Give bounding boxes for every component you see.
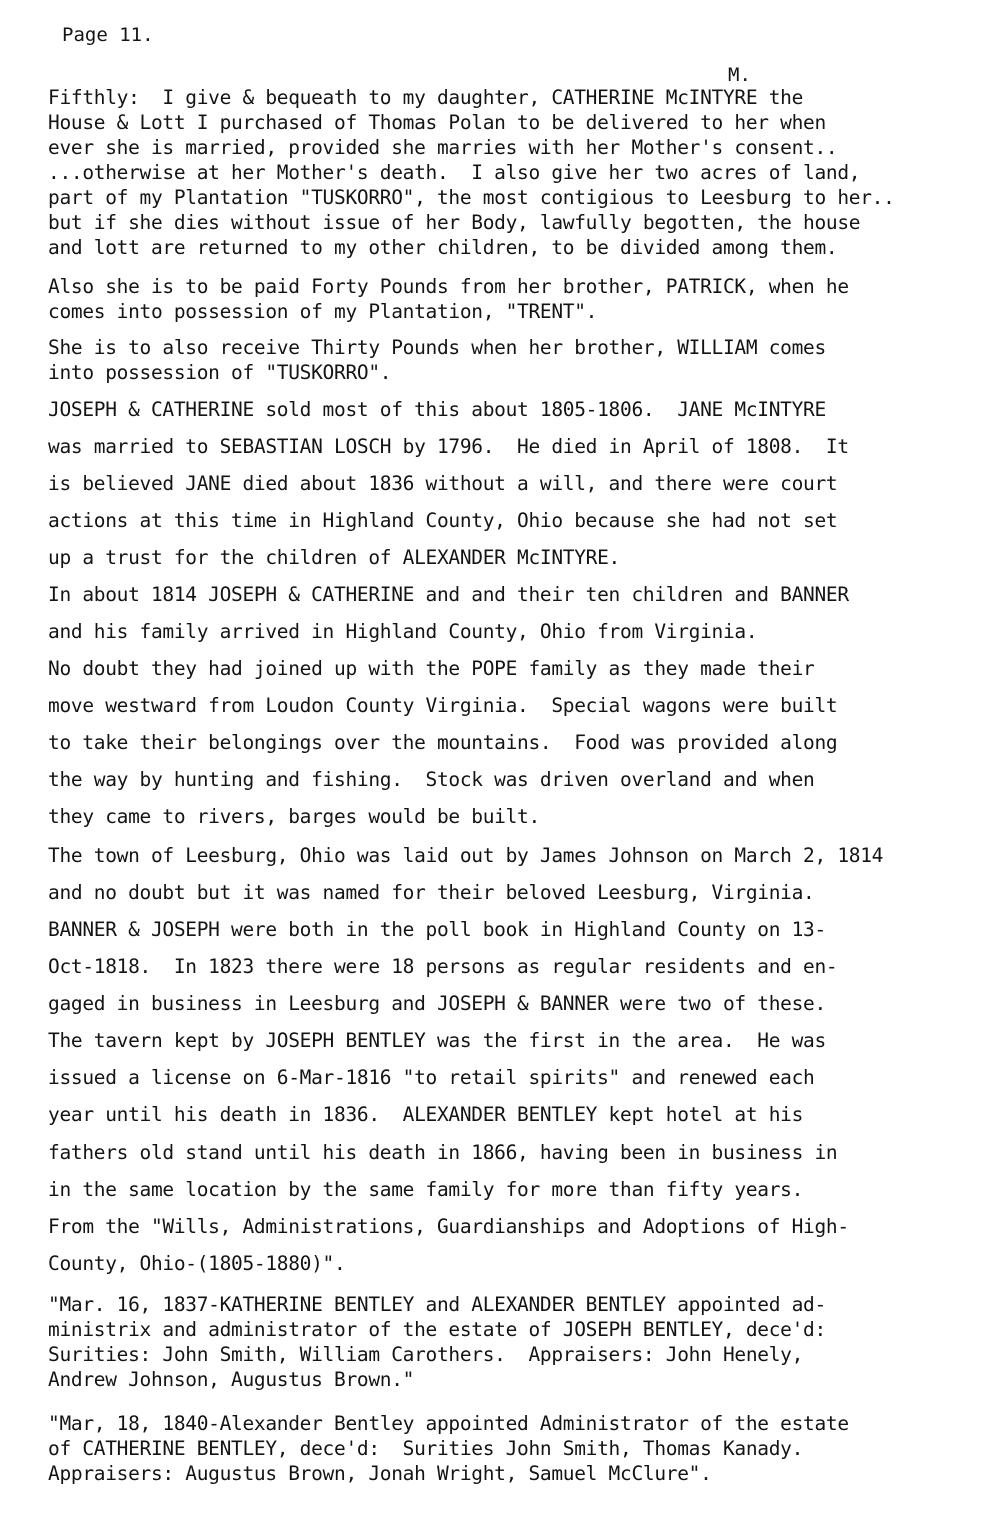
text-line: and lott are returned to my other children, to be divided among them. xyxy=(48,236,838,259)
text-line: up a trust for the children of ALEXANDER McINTYRE. xyxy=(48,546,621,569)
text-line: but if she dies without issue of her Body, lawfully begotten, the house xyxy=(48,211,861,234)
text-line: to take their belongings over the mountains. Food was provided along xyxy=(48,731,838,754)
text-line: County, Ohio-(1805-1880)". xyxy=(48,1252,346,1275)
text-line: fathers old stand until his death in 1866, having been in business in xyxy=(48,1141,838,1164)
text-line: they came to rivers, barges would be built. xyxy=(48,805,540,828)
text-line: Andrew Johnson, Augustus Brown." xyxy=(48,1368,415,1391)
text-line: ministrix and administrator of the estate of JOSEPH BENTLEY, dece'd: xyxy=(48,1318,826,1341)
text-line: House & Lott I purchased of Thomas Polan to be delivered to her when xyxy=(48,111,826,134)
text-line: ever she is married, provided she marries with her Mother's consent.. xyxy=(48,136,838,159)
text-line: "Mar, 18, 1840-Alexander Bentley appointed Administrator of the estate xyxy=(48,1412,849,1435)
text-line: is believed JANE died about 1836 without a will, and there were court xyxy=(48,472,838,495)
text-line: actions at this time in Highland County, Ohio because she had not set xyxy=(48,509,838,532)
text-line: BANNER & JOSEPH were both in the poll book in Highland County on 13- xyxy=(48,918,826,941)
text-line: Surities: John Smith, William Carothers. Appraisers: John Henely, xyxy=(48,1343,804,1366)
text-line: The tavern kept by JOSEPH BENTLEY was the first in the area. He was xyxy=(48,1029,826,1052)
page-number: Page 11. xyxy=(62,24,154,46)
text-line: year until his death in 1836. ALEXANDER BENTLEY kept hotel at his xyxy=(48,1103,804,1126)
text-line: move westward from Loudon County Virginia. Special wagons were built xyxy=(48,694,838,717)
text-line: The town of Leesburg, Ohio was laid out by James Johnson on March 2, 1814 xyxy=(48,844,884,867)
text-line: ...otherwise at her Mother's death. I also give her two acres of land, xyxy=(48,161,861,184)
text-line: Fifthly: I give & bequeath to my daughter, CATHERINE McINTYRE the xyxy=(48,86,804,109)
text-line: No doubt they had joined up with the POPE family as they made their xyxy=(48,657,815,680)
text-line: and no doubt but it was named for their beloved Leesburg, Virginia. xyxy=(48,881,815,904)
text-line: In about 1814 JOSEPH & CATHERINE and and their ten children and BANNER xyxy=(48,583,849,606)
text-line: Appraisers: Augustus Brown, Jonah Wright, Samuel McClure". xyxy=(48,1462,712,1485)
text-line: of CATHERINE BENTLEY, dece'd: Surities John Smith, Thomas Kanady. xyxy=(48,1437,804,1460)
text-line: in the same location by the same family for more than fifty years. xyxy=(48,1178,804,1201)
text-line: Oct-1818. In 1823 there were 18 persons as regular residents and en- xyxy=(48,955,838,978)
text-line: JOSEPH & CATHERINE sold most of this about 1805-1806. JANE McINTYRE xyxy=(48,398,826,421)
text-line: issued a license on 6-Mar-1816 "to retail spirits" and renewed each xyxy=(48,1066,815,1089)
text-line: She is to also receive Thirty Pounds when her brother, WILLIAM comes xyxy=(48,336,826,359)
text-line: the way by hunting and fishing. Stock was driven overland and when xyxy=(48,768,815,791)
margin-initial: M. xyxy=(728,64,751,86)
text-line: was married to SEBASTIAN LOSCH by 1796. He died in April of 1808. It xyxy=(48,435,849,458)
text-line: part of my Plantation "TUSKORRO", the most contigious to Leesburg to her.. xyxy=(48,186,895,209)
text-line: Also she is to be paid Forty Pounds from her brother, PATRICK, when he xyxy=(48,275,849,298)
text-line: gaged in business in Leesburg and JOSEPH & BANNER were two of these. xyxy=(48,992,826,1015)
text-line: comes into possession of my Plantation, "TRENT". xyxy=(48,300,598,323)
text-line: into possession of "TUSKORRO". xyxy=(48,361,392,384)
text-line: "Mar. 16, 1837-KATHERINE BENTLEY and ALEXANDER BENTLEY appointed ad- xyxy=(48,1293,826,1316)
text-line: and his family arrived in Highland County, Ohio from Virginia. xyxy=(48,620,758,643)
text-line: From the "Wills, Administrations, Guardianships and Adoptions of High- xyxy=(48,1215,849,1238)
